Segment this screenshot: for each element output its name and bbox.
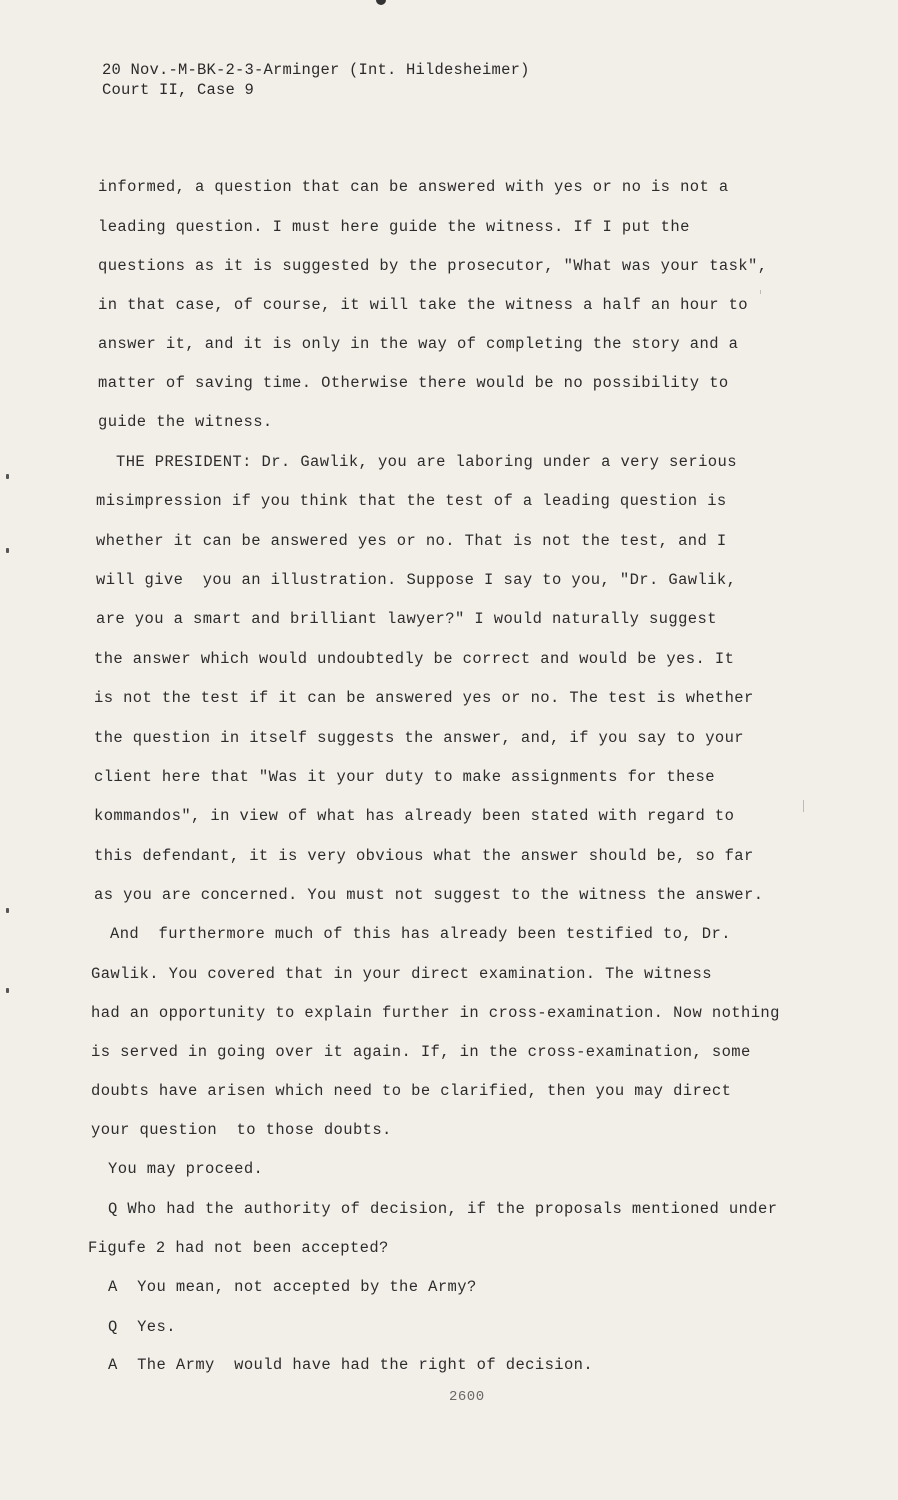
body-line: the answer which would undoubtedly be correct and would be yes. It bbox=[94, 650, 735, 668]
body-line: informed, a question that can be answered with yes or no is not a bbox=[98, 178, 729, 196]
question-line: Q Yes. bbox=[108, 1318, 176, 1336]
body-line: And furthermore much of this has already been testified to, Dr. bbox=[110, 925, 731, 943]
margin-mark bbox=[6, 988, 9, 993]
margin-mark bbox=[803, 800, 804, 812]
body-line: is served in going over it again. If, in the cross-examination, some bbox=[91, 1043, 751, 1061]
body-line: You may proceed. bbox=[108, 1160, 264, 1178]
body-line: will give you an illustration. Suppose I say to you, "Dr. Gawlik, bbox=[96, 571, 737, 589]
body-line: this defendant, it is very obvious what the answer should be, so far bbox=[94, 847, 754, 865]
body-line: the question in itself suggests the answer, and, if you say to your bbox=[94, 729, 745, 747]
body-line: questions as it is suggested by the prosecutor, "What was your task", bbox=[98, 257, 768, 275]
body-line: are you a smart and brilliant lawyer?" I would naturally suggest bbox=[96, 610, 717, 628]
header-line-2: Court II, Case 9 bbox=[102, 81, 255, 99]
body-line: is not the test if it can be answered yes or no. The test is whether bbox=[94, 689, 754, 707]
top-binding-mark bbox=[376, 0, 386, 5]
body-line: client here that "Was it your duty to make assignments for these bbox=[94, 768, 715, 786]
answer-line: A The Army would have had the right of decision. bbox=[108, 1356, 594, 1374]
body-line: kommandos", in view of what has already been stated with regard to bbox=[94, 807, 735, 825]
body-line: leading question. I must here guide the witness. If I put the bbox=[98, 218, 690, 236]
question-line: Figufe 2 had not been accepted? bbox=[88, 1239, 389, 1257]
body-line: doubts have arisen which need to be clarified, then you may direct bbox=[91, 1082, 732, 1100]
body-line-speaker-president: THE PRESIDENT: Dr. Gawlik, you are laboring under a very serious bbox=[116, 453, 737, 471]
body-line: misimpression if you think that the test of a leading question is bbox=[96, 492, 727, 510]
body-line: whether it can be answered yes or no. That is not the test, and I bbox=[96, 532, 727, 550]
body-line: in that case, of course, it will take the witness a half an hour to bbox=[98, 296, 749, 314]
body-line: guide the witness. bbox=[98, 413, 273, 431]
margin-mark bbox=[6, 908, 9, 913]
margin-mark bbox=[6, 474, 9, 479]
page-number: 2600 bbox=[449, 1389, 485, 1405]
margin-mark bbox=[760, 290, 761, 294]
body-line: had an opportunity to explain further in cross-examination. Now nothing bbox=[91, 1004, 780, 1022]
question-line: Q Who had the authority of decision, if the proposals mentioned under bbox=[108, 1200, 778, 1218]
answer-line: A You mean, not accepted by the Army? bbox=[108, 1278, 477, 1296]
body-line: Gawlik. You covered that in your direct examination. The witness bbox=[91, 965, 712, 983]
document-header bbox=[102, 60, 530, 100]
header-line-1: 20 Nov.-M-BK-2-3-Arminger (Int. Hildesheimer) bbox=[102, 61, 530, 79]
body-line: matter of saving time. Otherwise there would be no possibility to bbox=[98, 374, 729, 392]
body-line: your question to those doubts. bbox=[91, 1121, 392, 1139]
margin-mark bbox=[6, 548, 9, 553]
body-line: answer it, and it is only in the way of completing the story and a bbox=[98, 335, 739, 353]
body-line: as you are concerned. You must not suggest to the witness the answer. bbox=[94, 886, 764, 904]
